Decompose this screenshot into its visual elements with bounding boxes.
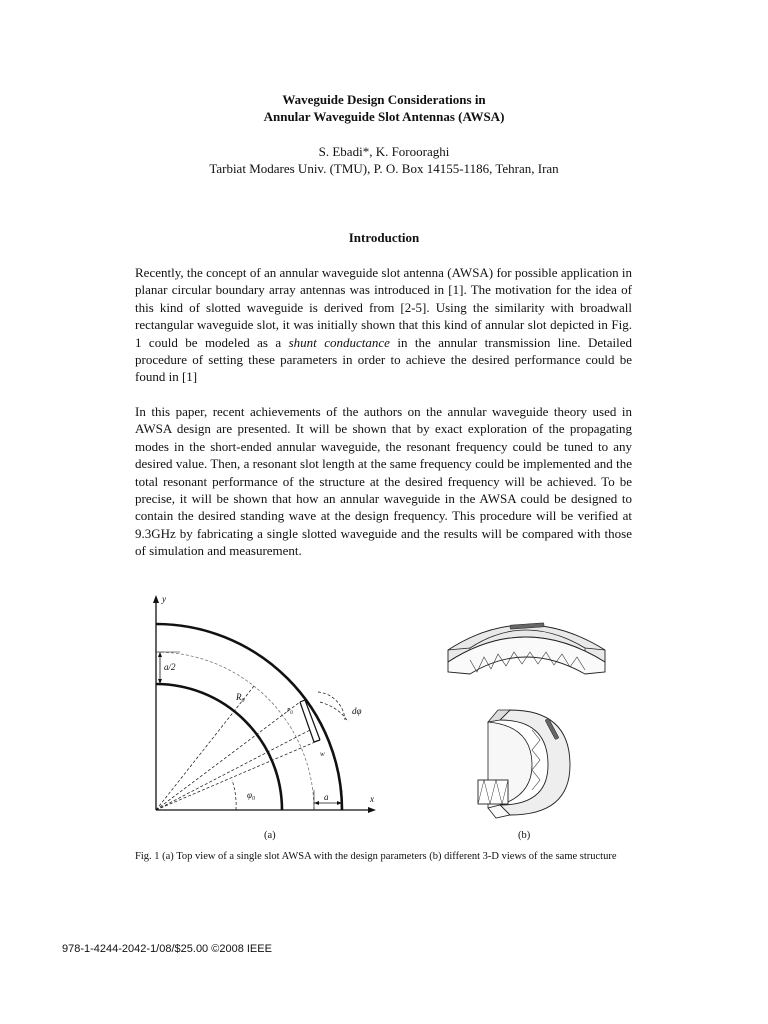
subfigure-label-a: (a) xyxy=(264,830,276,841)
label-a: a xyxy=(324,792,329,802)
label-R0: $R_0$ xyxy=(236,692,245,704)
x-axis-arrow xyxy=(368,807,376,813)
figure-caption: Fig. 1 (a) Top view of a single slot AWSA with the design parameters (b) different 3-D views of the same structure xyxy=(135,851,617,862)
paper-title-line2: Annular Waveguide Slot Antennas (AWSA) xyxy=(263,109,505,124)
3d-view-top xyxy=(448,623,605,674)
paper-affiliation: Tarbiat Modares Univ. (TMU), P. O. Box 14155-1186, Tehran, Iran xyxy=(209,161,559,176)
label-dphi: dφ xyxy=(352,706,362,716)
inner-wall-arc xyxy=(156,684,282,810)
label-r0: $r_0$ xyxy=(287,705,293,716)
footer-copyright: 978-1-4244-2042-1/08/$25.00 ©2008 IEEE xyxy=(62,943,272,955)
label-a-half: a/2 xyxy=(164,662,176,672)
figure-1a-diagram xyxy=(140,590,380,830)
para1-text-start: Recently, the concept of an annular waveguide slot antenna (AWSA) for possible application in planar circular boundary array antennas was introduced in [1]. The motivation for the idea of this kind of slotted waveguide is derived from [2-5]. Using the similarity with broadwall rectangular waveguide slot, it was initially shown that this kind of annular slot depicted in Fig. 1 could be modeled as a xyxy=(135,265,632,350)
outer-wall-arc xyxy=(156,624,342,810)
para1-text-end: in the annular transmission line. Detailed procedure of setting these parameters in order to achieve the desired performance could be found in [1] xyxy=(135,334,632,385)
intro-paragraph-2: In this paper, recent achievements of the authors on the annular waveguide theory used in AWSA design are presented. It will be shown that by exact exploration of the propagating modes in the short-ended annular waveguide, the resonant frequency could be tuned to any desired value. Then, a resonant slot length at the same frequency could be implemented and the total resonant performance of the structure at the desired frequency will be achieved. To be precise, it will be shown that how an annular waveguide in the AWSA could be designed to contain the desired standing wave at the design frequency. This procedure will be verified at 9.3GHz by fabricating a single slotted waveguide and the results will be compared with those of simulation and measurement. xyxy=(135,404,632,559)
3d-view-bottom xyxy=(478,710,570,818)
label-phi0: $\varphi_0$ xyxy=(247,790,255,802)
subfigure-label-b: (b) xyxy=(518,830,531,841)
label-x-axis: x xyxy=(370,794,374,804)
y-axis-arrow xyxy=(153,595,159,603)
section-heading: Introduction xyxy=(348,230,420,245)
intro-paragraph-1 xyxy=(135,264,632,386)
paper-title-line1: Waveguide Design Considerations in xyxy=(282,92,486,107)
label-y-axis: y xyxy=(162,594,166,604)
paper-authors: S. Ebadi*, K. Forooraghi xyxy=(318,144,450,159)
para1-emphasis: shunt conductance xyxy=(288,334,390,350)
figure-1b-3d-views xyxy=(440,600,615,825)
radius-line-R0 xyxy=(156,686,254,810)
label-w: w xyxy=(320,750,325,758)
phi0-arc xyxy=(232,780,236,810)
mean-radius-arc xyxy=(156,652,314,810)
